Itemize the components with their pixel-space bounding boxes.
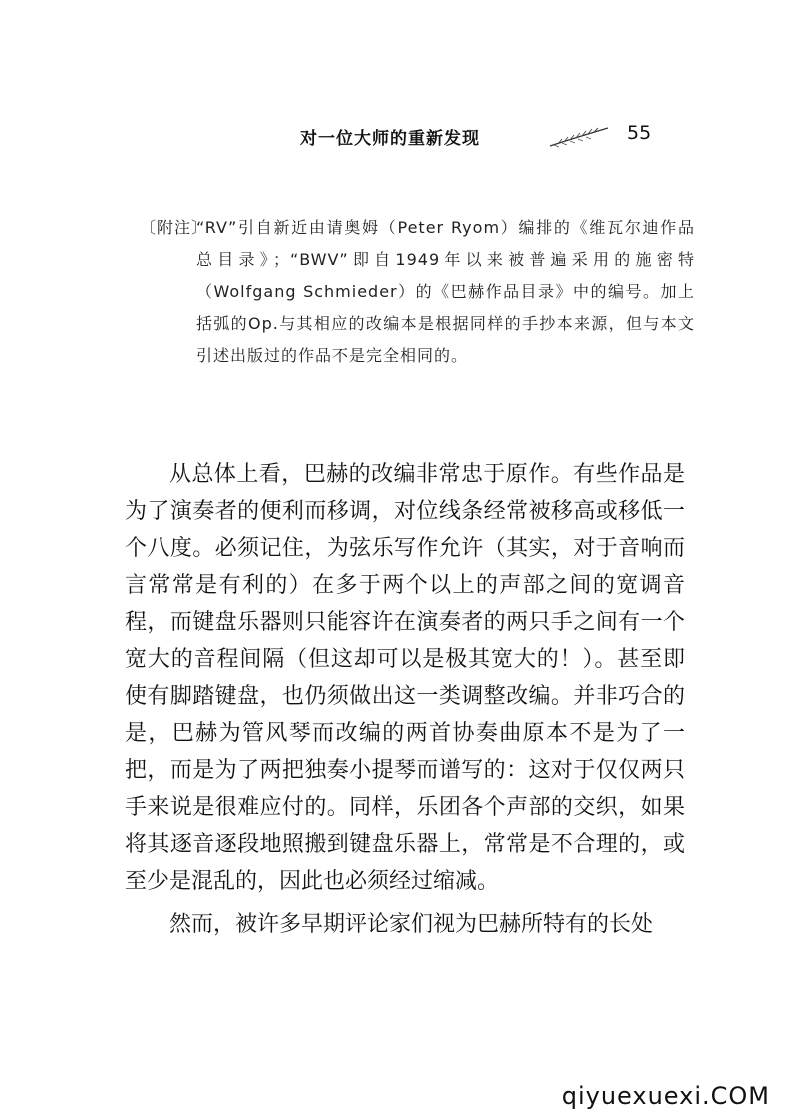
footnote-block bbox=[140, 212, 695, 372]
page-header bbox=[0, 124, 794, 156]
feather-ornament-icon bbox=[548, 126, 610, 148]
note-label: 〔附注〕 bbox=[140, 218, 209, 237]
note-text: “RV”引自新近由请奥姆（Peter Ryom）编排的《维瓦尔迪作品总目录》；“BWV”即自1949年以来被普遍采用的施密特（Wolfgang Schmieder）的《巴赫作品目录》中的编号。加上括弧的Op.与其相应的改编本是根据同样的手抄本来源，但与本文引述出版过的作品不是完全相同的。 bbox=[196, 218, 695, 365]
page-number: 55 bbox=[627, 122, 652, 144]
running-title: 对一位大师的重新发现 bbox=[300, 129, 480, 149]
paragraph: 然而，被许多早期评论家们视为巴赫所特有的长处 bbox=[169, 912, 654, 937]
paragraph: 从总体上看，巴赫的改编非常忠于原作。有些作品是为了演奏者的便利而移调，对位线条经常被移高或移低一个八度。必须记住，为弦乐写作允许（其实，对于音响而言常常是有利的）在多于两个以上的声部之间的宽调音程，而键盘乐器则只能容许在演奏者的两只手之间有一个宽大的音程间隔（但这却可以是极其宽大的！）。甚至即使有脚踏键盘，也仍须做出这一类调整改编。并非巧合的是，巴赫为管风琴而改编的两首协奏曲原本不是为了一把，而是为了两把独奏小提琴而谱写的：这对于仅仅两只手来说是很难应付的。同样，乐团各个声部的交织，如果将其逐音逐段地照搬到键盘乐器上，常常是不合理的，或至少是混乱的，因此也必须经过缩减。 bbox=[125, 462, 685, 894]
site-watermark: qiyuexuexi.COM bbox=[561, 1082, 770, 1110]
main-text bbox=[125, 456, 685, 943]
